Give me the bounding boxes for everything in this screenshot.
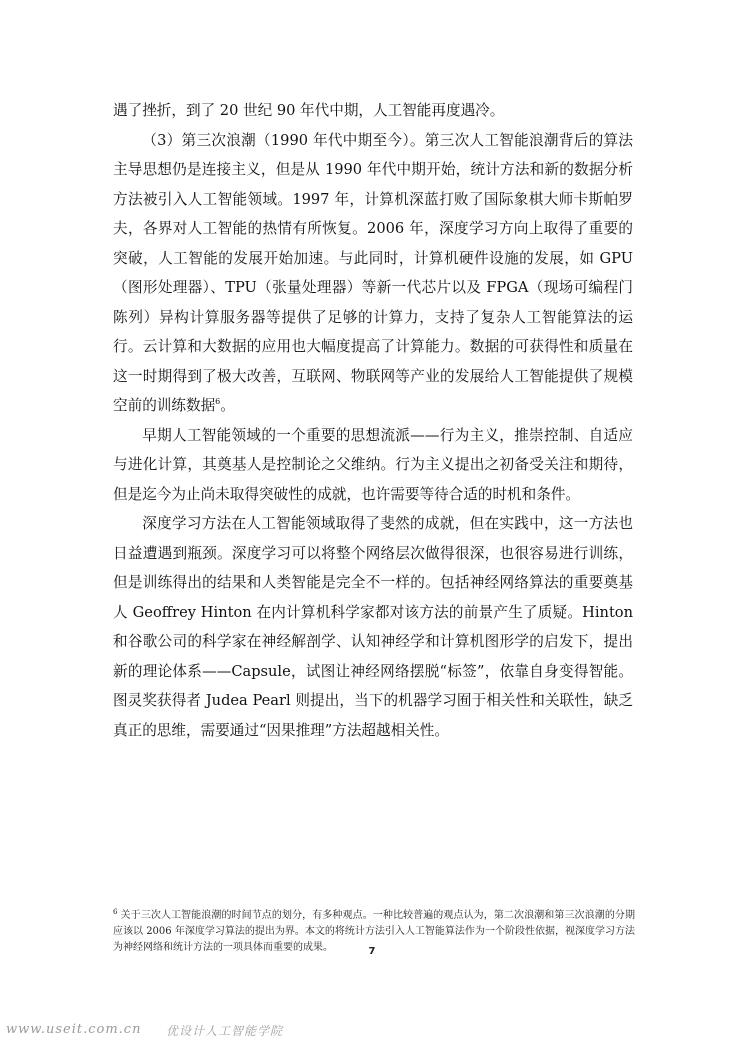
watermark-text: 优设计人工智能学院 xyxy=(166,1024,284,1038)
paragraph-deep-learning xyxy=(113,509,633,745)
page-number: 7 xyxy=(368,946,376,957)
paragraph-behaviorism xyxy=(113,421,633,510)
paragraph-text: 遇了挫折，到了 20 世纪 90 年代中期，人工智能再度遇冷。 xyxy=(113,102,505,119)
paragraph-text: 早期人工智能领域的一个重要的思想流派——行为主义，推崇控制、自适应与进化计算，其奠基人是控制论之父维纳。行为主义提出之初备受关注和期待，但是迄今为止尚未取得突破性的成就，也许需要等待合适的时机和条件。 xyxy=(113,426,633,503)
paragraph-continuation xyxy=(113,96,633,126)
paragraph-text: （3）第三次浪潮（1990 年代中期至今）。第三次人工智能浪潮背后的算法主导思想仍是连接主义，但是从 1990 年代中期开始，统计方法和新的数据分析方法被引入人工智能领域。1997 年，计算机深蓝打败了国际象棋大师卡斯帕罗夫，各界对人工智能的热情有所恢复。2006 年，深度学习方向上取得了重要的突破，人工智能的发展开始加速。与此同时，计算机硬件设施的发展，如 GPU（图形处理器）、TPU（张量处理器）等新一代芯片以及 FPGA（现场可编程门陈列）异构计算服务器等提供了足够的计算力，支持了复杂人工智能算法的运行。云计算和大数据的应用也大幅度提高了计算能力。数据的可获得性和质量在这一时期得到了极大改善，互联网、物联网等产业的发展给人工智能提供了规模空前的训练数据 xyxy=(113,131,633,414)
footnote-number: 6 xyxy=(113,907,118,916)
paragraph-text-end: 。 xyxy=(220,397,235,414)
footnote-text: 关于三次人工智能浪潮的时间节点的划分，有多种观点。一种比较普遍的观点认为，第二次浪潮和第三次浪潮的分期应该以 2006 年深度学习算法的提出为界。本文的将统计方法引入人工智能算法作为一个阶段性依据，视深度学习方法为神经网络和统计方法的一项具体而重要的成果。 xyxy=(113,910,635,953)
paragraph-third-wave xyxy=(113,126,633,421)
watermark-url: www.useit.com.cn xyxy=(6,1022,142,1037)
paragraph-text: 深度学习方法在人工智能领域取得了斐然的成就，但在实践中，这一方法也日益遭遇到瓶颈。深度学习可以将整个网络层次做得很深，也很容易进行训练，但是训练得出的结果和人类智能是完全不一样的。包括神经网络算法的重要奠基人 Geoffrey Hinton 在内计算机科学家都对该方法的前景产生了质疑。Hinton 和谷歌公司的科学家在神经解剖学、认知神经学和计算机图形学的启发下，提出新的理论体系——Capsule，试图让神经网络摆脱“标签”，依靠自身变得智能。图灵奖获得者 Judea Pearl 则提出，当下的机器学习囿于相关性和关联性，缺乏真正的思维，需要通过“因果推理”方法超越相关性。 xyxy=(113,515,633,739)
body-text xyxy=(113,96,633,745)
footnote-reference[interactable]: 6 xyxy=(215,397,221,407)
